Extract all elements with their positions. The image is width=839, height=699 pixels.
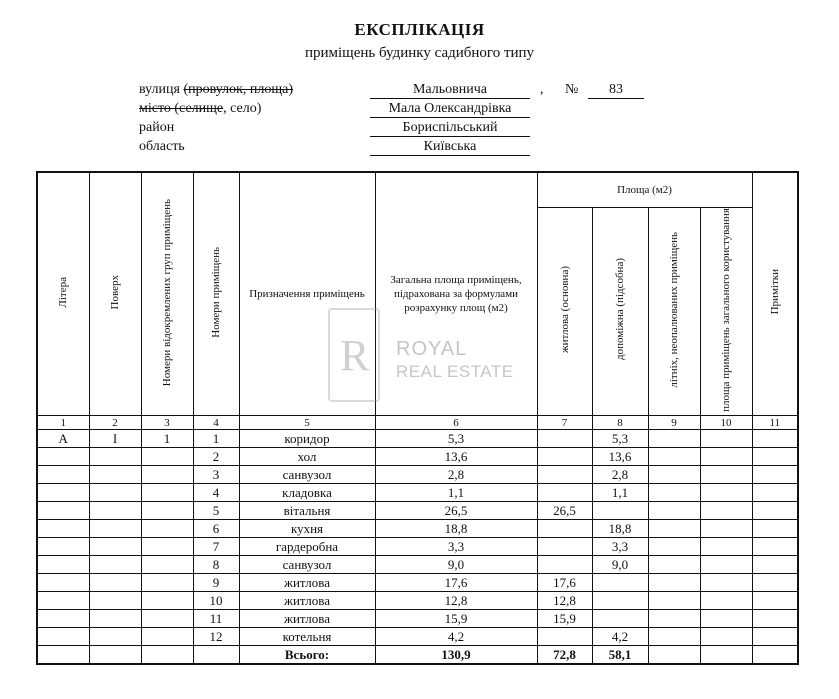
column-numbers-row bbox=[37, 416, 798, 430]
cell-room-name: котельня bbox=[239, 628, 375, 646]
cell-poverh bbox=[89, 448, 141, 466]
header-summer: літніх, неопалюваних приміщень bbox=[648, 207, 700, 416]
cell-common-area bbox=[700, 484, 752, 502]
cell-litera bbox=[37, 538, 89, 556]
header-common: площа приміщень загального користування bbox=[700, 207, 752, 416]
cell-litera bbox=[37, 574, 89, 592]
cell-living-area bbox=[537, 466, 592, 484]
cell-summer-area bbox=[648, 448, 700, 466]
cell-room-name: житлова bbox=[239, 610, 375, 628]
cell-notes bbox=[752, 592, 798, 610]
region-value: Київська bbox=[370, 139, 530, 156]
cell-litera bbox=[37, 628, 89, 646]
house-number-value: 83 bbox=[588, 82, 644, 99]
cell-common-area bbox=[700, 430, 752, 448]
cell-notes bbox=[752, 466, 798, 484]
cell-room-number: 9 bbox=[193, 574, 239, 592]
header-total-area: Загальна площа приміщень, підрахована за формулами розрахунку площ (м2) bbox=[375, 172, 537, 416]
header-auxiliary: допоміжна (підсобна) bbox=[592, 207, 648, 416]
cell-notes bbox=[752, 430, 798, 448]
cell-aux-area bbox=[592, 592, 648, 610]
cell-living-area: 17,6 bbox=[537, 574, 592, 592]
cell-notes bbox=[752, 520, 798, 538]
cell-common-area bbox=[700, 520, 752, 538]
cell-total-area: 13,6 bbox=[375, 448, 537, 466]
cell-living-area bbox=[537, 484, 592, 502]
cell-aux-area bbox=[592, 502, 648, 520]
cell-litera bbox=[37, 556, 89, 574]
total-row bbox=[37, 646, 798, 665]
cell-living-area: 26,5 bbox=[537, 502, 592, 520]
column-number: 10 bbox=[700, 416, 752, 430]
cell-notes bbox=[752, 556, 798, 574]
cell-living-area bbox=[537, 520, 592, 538]
header-litera: Літера bbox=[37, 172, 89, 416]
cell-group bbox=[141, 466, 193, 484]
cell-room-number: 10 bbox=[193, 592, 239, 610]
cell-room-name: житлова bbox=[239, 574, 375, 592]
table-row bbox=[37, 538, 798, 556]
living-area-sum: 72,8 bbox=[537, 646, 592, 665]
header-rooms: Номери приміщень bbox=[193, 172, 239, 416]
cell-group bbox=[141, 448, 193, 466]
cell-group bbox=[141, 520, 193, 538]
cell-litera bbox=[37, 610, 89, 628]
cell-total-area: 2,8 bbox=[375, 466, 537, 484]
cell-poverh bbox=[89, 538, 141, 556]
cell-aux-area: 5,3 bbox=[592, 430, 648, 448]
table-row bbox=[37, 574, 798, 592]
column-number: 5 bbox=[239, 416, 375, 430]
cell-summer-area bbox=[648, 484, 700, 502]
city-label bbox=[139, 101, 261, 117]
cell-room-name: кладовка bbox=[239, 484, 375, 502]
cell-aux-area: 9,0 bbox=[592, 556, 648, 574]
column-number: 4 bbox=[193, 416, 239, 430]
cell-room-name: санвузол bbox=[239, 556, 375, 574]
header-groups: Номери відокремлених груп приміщень bbox=[141, 172, 193, 416]
cell-common-area bbox=[700, 556, 752, 574]
cell-room-number: 2 bbox=[193, 448, 239, 466]
cell-aux-area: 18,8 bbox=[592, 520, 648, 538]
total-label: Всього: bbox=[239, 646, 375, 665]
cell-poverh bbox=[89, 610, 141, 628]
cell-poverh: І bbox=[89, 430, 141, 448]
column-number: 8 bbox=[592, 416, 648, 430]
cell-group bbox=[141, 610, 193, 628]
cell-aux-area: 3,3 bbox=[592, 538, 648, 556]
header-poverh: Поверх bbox=[89, 172, 141, 416]
table-row bbox=[37, 592, 798, 610]
cell-room-number: 4 bbox=[193, 484, 239, 502]
cell-aux-area: 4,2 bbox=[592, 628, 648, 646]
cell-aux-area bbox=[592, 574, 648, 592]
cell-room-number: 6 bbox=[193, 520, 239, 538]
cell-common-area bbox=[700, 646, 752, 665]
region-label: область bbox=[139, 139, 185, 154]
cell-summer-area bbox=[648, 520, 700, 538]
cell-total-area: 3,3 bbox=[375, 538, 537, 556]
address-comma: , bbox=[540, 82, 544, 97]
cell-total-area: 4,2 bbox=[375, 628, 537, 646]
city-value: Мала Олександрівка bbox=[370, 101, 530, 118]
cell-group bbox=[141, 628, 193, 646]
cell-summer-area bbox=[648, 538, 700, 556]
district-value: Бориспільський bbox=[370, 120, 530, 137]
cell-group bbox=[141, 538, 193, 556]
street-value: Мальовнича bbox=[370, 82, 530, 99]
cell-room-name: вітальня bbox=[239, 502, 375, 520]
cell-room-number: 12 bbox=[193, 628, 239, 646]
street-label-main: вулиця bbox=[139, 82, 184, 97]
cell-room-number: 3 bbox=[193, 466, 239, 484]
cell-litera bbox=[37, 520, 89, 538]
cell-poverh bbox=[89, 466, 141, 484]
explication-table bbox=[36, 171, 799, 665]
watermark-line1: ROYAL bbox=[396, 338, 468, 360]
column-number: 11 bbox=[752, 416, 798, 430]
cell-notes bbox=[752, 502, 798, 520]
cell-common-area bbox=[700, 592, 752, 610]
document-subtitle: приміщень будинку садибного типу bbox=[304, 45, 535, 61]
header-notes: Примітки bbox=[752, 172, 798, 416]
cell-room-number: 7 bbox=[193, 538, 239, 556]
table-row bbox=[37, 430, 798, 448]
cell-litera bbox=[37, 466, 89, 484]
cell-poverh bbox=[89, 574, 141, 592]
column-number: 9 bbox=[648, 416, 700, 430]
cell-total-area: 26,5 bbox=[375, 502, 537, 520]
cell-notes bbox=[752, 484, 798, 502]
cell-common-area bbox=[700, 538, 752, 556]
cell-room-name: коридор bbox=[239, 430, 375, 448]
cell-living-area bbox=[537, 628, 592, 646]
header-purpose: Призначення приміщень bbox=[239, 172, 375, 416]
cell-common-area bbox=[700, 466, 752, 484]
watermark-line2: REAL ESTATE bbox=[396, 362, 514, 381]
cell-room-name: санвузол bbox=[239, 466, 375, 484]
column-number: 1 bbox=[37, 416, 89, 430]
cell-poverh bbox=[89, 484, 141, 502]
column-number: 3 bbox=[141, 416, 193, 430]
table-row bbox=[37, 610, 798, 628]
city-label-rest: , село) bbox=[223, 101, 262, 116]
cell-notes bbox=[752, 538, 798, 556]
cell-total-area: 18,8 bbox=[375, 520, 537, 538]
cell-total-area: 17,6 bbox=[375, 574, 537, 592]
cell-living-area bbox=[537, 430, 592, 448]
cell-common-area bbox=[700, 574, 752, 592]
cell-litera bbox=[37, 448, 89, 466]
cell-room-name: кухня bbox=[239, 520, 375, 538]
table-row bbox=[37, 628, 798, 646]
cell-total-area: 1,1 bbox=[375, 484, 537, 502]
cell-poverh bbox=[89, 628, 141, 646]
cell-room-name: житлова bbox=[239, 592, 375, 610]
cell-group: 1 bbox=[141, 430, 193, 448]
cell-group bbox=[141, 502, 193, 520]
district-label: район bbox=[139, 120, 175, 135]
cell-room-number: 8 bbox=[193, 556, 239, 574]
table-row bbox=[37, 502, 798, 520]
street-label-struck: (провулок, площа) bbox=[183, 82, 294, 97]
cell-summer-area bbox=[648, 502, 700, 520]
cell-poverh bbox=[89, 502, 141, 520]
cell-common-area bbox=[700, 628, 752, 646]
cell-litera bbox=[37, 646, 89, 665]
cell-litera bbox=[37, 592, 89, 610]
cell-summer-area bbox=[648, 574, 700, 592]
cell-room-number: 11 bbox=[193, 610, 239, 628]
cell-common-area bbox=[700, 502, 752, 520]
cell-notes bbox=[752, 610, 798, 628]
cell-group bbox=[141, 592, 193, 610]
cell-notes bbox=[752, 574, 798, 592]
cell-summer-area bbox=[648, 592, 700, 610]
cell-summer-area bbox=[648, 556, 700, 574]
cell-total-area: 12,8 bbox=[375, 592, 537, 610]
table-row bbox=[37, 520, 798, 538]
house-number-label: № bbox=[565, 82, 579, 97]
cell-notes bbox=[752, 628, 798, 646]
cell-group bbox=[141, 646, 193, 665]
cell-group bbox=[141, 556, 193, 574]
cell-summer-area bbox=[648, 628, 700, 646]
cell-room-number: 1 bbox=[193, 430, 239, 448]
cell-litera bbox=[37, 502, 89, 520]
cell-summer-area bbox=[648, 430, 700, 448]
header-living: житлова (основна) bbox=[537, 207, 592, 416]
cell-common-area bbox=[700, 448, 752, 466]
table-row bbox=[37, 448, 798, 466]
city-label-struck: місто (селище bbox=[139, 101, 224, 116]
cell-poverh bbox=[89, 520, 141, 538]
cell-living-area bbox=[537, 556, 592, 574]
column-number: 2 bbox=[89, 416, 141, 430]
cell-summer-area bbox=[648, 646, 700, 665]
watermark-logo-letter: R bbox=[340, 331, 370, 380]
cell-room-number bbox=[193, 646, 239, 665]
cell-total-area: 5,3 bbox=[375, 430, 537, 448]
cell-common-area bbox=[700, 610, 752, 628]
cell-aux-area bbox=[592, 610, 648, 628]
cell-living-area: 15,9 bbox=[537, 610, 592, 628]
cell-group bbox=[141, 574, 193, 592]
cell-aux-area: 13,6 bbox=[592, 448, 648, 466]
cell-aux-area: 1,1 bbox=[592, 484, 648, 502]
table-row bbox=[37, 484, 798, 502]
aux-area-sum: 58,1 bbox=[592, 646, 648, 665]
cell-total-area: 9,0 bbox=[375, 556, 537, 574]
cell-notes bbox=[752, 448, 798, 466]
column-number: 7 bbox=[537, 416, 592, 430]
cell-notes bbox=[752, 646, 798, 665]
cell-poverh bbox=[89, 592, 141, 610]
street-label bbox=[139, 82, 293, 98]
cell-living-area bbox=[537, 538, 592, 556]
document-title: ЕКСПЛІКАЦІЯ bbox=[354, 20, 485, 39]
cell-poverh bbox=[89, 556, 141, 574]
cell-living-area: 12,8 bbox=[537, 592, 592, 610]
cell-litera: А bbox=[37, 430, 89, 448]
header-area-group: Площа (м2) bbox=[537, 172, 752, 207]
cell-room-number: 5 bbox=[193, 502, 239, 520]
cell-living-area bbox=[537, 448, 592, 466]
table-row bbox=[37, 556, 798, 574]
cell-summer-area bbox=[648, 610, 700, 628]
cell-aux-area: 2,8 bbox=[592, 466, 648, 484]
cell-poverh bbox=[89, 646, 141, 665]
cell-room-name: хол bbox=[239, 448, 375, 466]
cell-summer-area bbox=[648, 466, 700, 484]
cell-room-name: гардеробна bbox=[239, 538, 375, 556]
table-row bbox=[37, 466, 798, 484]
cell-total-area: 15,9 bbox=[375, 610, 537, 628]
cell-group bbox=[141, 484, 193, 502]
cell-litera bbox=[37, 484, 89, 502]
column-number: 6 bbox=[375, 416, 537, 430]
total-area-sum: 130,9 bbox=[375, 646, 537, 665]
